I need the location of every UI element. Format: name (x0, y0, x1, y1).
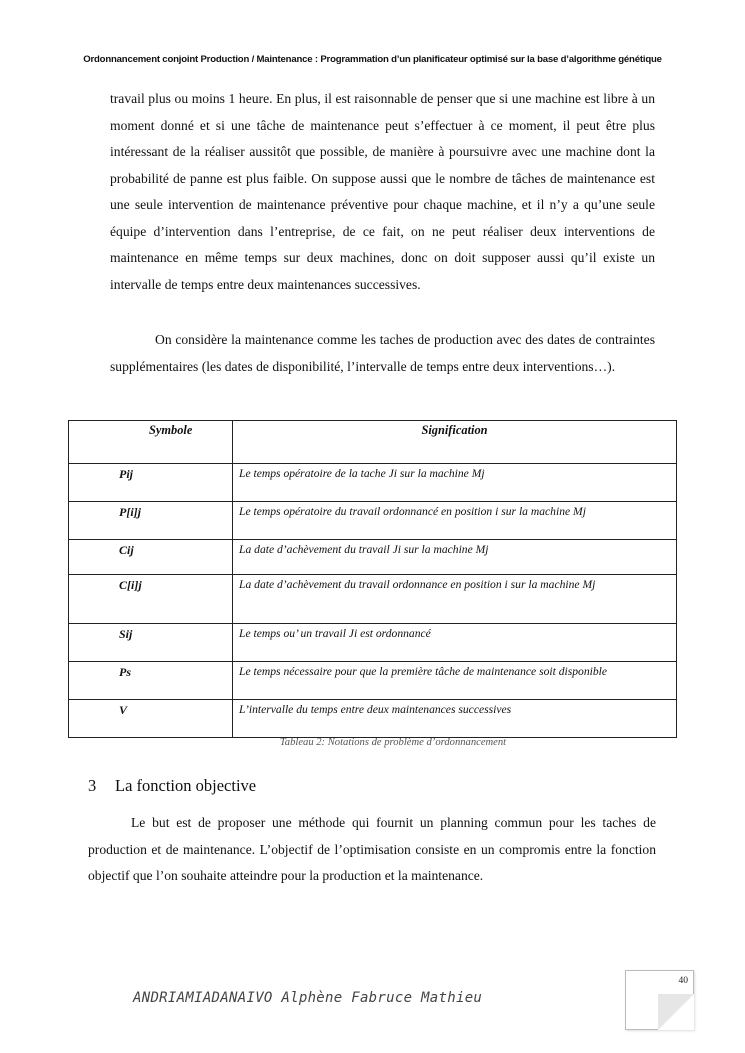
page-number-box (625, 970, 694, 1030)
table-row (69, 540, 677, 575)
running-header: Ordonnancement conjoint Production / Maintenance : Programmation d’un planificateur optimisé sur la base d’algorithme génétique (83, 54, 662, 65)
table-caption: Tableau 2: Notations de problème d’ordonnancement (279, 737, 507, 748)
meaning-cell: La date d’achèvement du travail ordonnance en position i sur la machine Mj (233, 575, 677, 624)
notation-table (68, 420, 677, 738)
section-number: 3 (88, 776, 97, 795)
paragraph-2: On considère la maintenance comme les taches de production avec des dates de contraintes supplémentaires (les dates de disponibilité, l’intervalle de temps entre deux interventions…). (110, 332, 655, 374)
symbol-cell: Ps (69, 662, 233, 700)
table-row (69, 662, 677, 700)
symbol-cell: P[i]j (69, 502, 233, 540)
section-title: La fonction objective (115, 776, 257, 795)
meaning-cell: Le temps ou’ un travail Ji est ordonnancé (233, 624, 677, 662)
symbol-cell: Sij (69, 624, 233, 662)
meaning-cell: La date d’achèvement du travail Ji sur la machine Mj (233, 540, 677, 575)
meaning-cell: Le temps nécessaire pour que la première tâche de maintenance soit disponible (233, 662, 677, 700)
meaning-cell: L’intervalle du temps entre deux maintenances successives (233, 700, 677, 738)
table-row (69, 502, 677, 540)
meaning-cell: Le temps opératoire du travail ordonnancé en position i sur la machine Mj (233, 502, 677, 540)
symbol-cell: Pij (69, 464, 233, 502)
symbol-cell: Cij (69, 540, 233, 575)
paragraph-3: Le but est de proposer une méthode qui fournit un planning commun pour les taches de production et de maintenance. L’objectif de l’optimisation consiste en un compromis entre la fonction objectif que l’on souhaite atteindre pour la production et la maintenance. (88, 815, 656, 883)
meaning-cell: Le temps opératoire de la tache Ji sur la machine Mj (233, 464, 677, 502)
table-row (69, 464, 677, 502)
header-symbol: Symbole (69, 421, 233, 464)
page-number: 40 (678, 976, 688, 986)
table-row (69, 624, 677, 662)
paragraph-1: travail plus ou moins 1 heure. En plus, il est raisonnable de penser que si une machine est libre à un moment donné et si une tâche de maintenance peut s’effectuer à ce moment, il peut être plus intéressant de la réaliser aussitôt que possible, de manière à poursuivre avec une machine dont la probabilité de panne est plus faible. On suppose aussi que le nombre de tâches de maintenance est une seule intervention de maintenance préventive pour chaque machine, et il n’y a qu’une seule équipe d’intervention dans l’entreprise, de ce fait, on ne peut réaliser deux interventions de maintenance en même temps sur deux machines, donc on doit supposer aussi qu’il existe un intervalle de temps entre deux maintenances successives. (110, 91, 655, 292)
header-meaning: Signification (233, 421, 677, 464)
footer-author: ANDRIAMIADANAIVO Alphène Fabruce Mathieu (133, 990, 483, 1006)
table-row (69, 575, 677, 624)
symbol-cell: V (69, 700, 233, 738)
symbol-cell: C[i]j (69, 575, 233, 624)
page-curl-decoration (658, 994, 694, 1030)
table-row (69, 700, 677, 738)
table-header-row (69, 421, 677, 464)
section-heading (88, 776, 256, 796)
